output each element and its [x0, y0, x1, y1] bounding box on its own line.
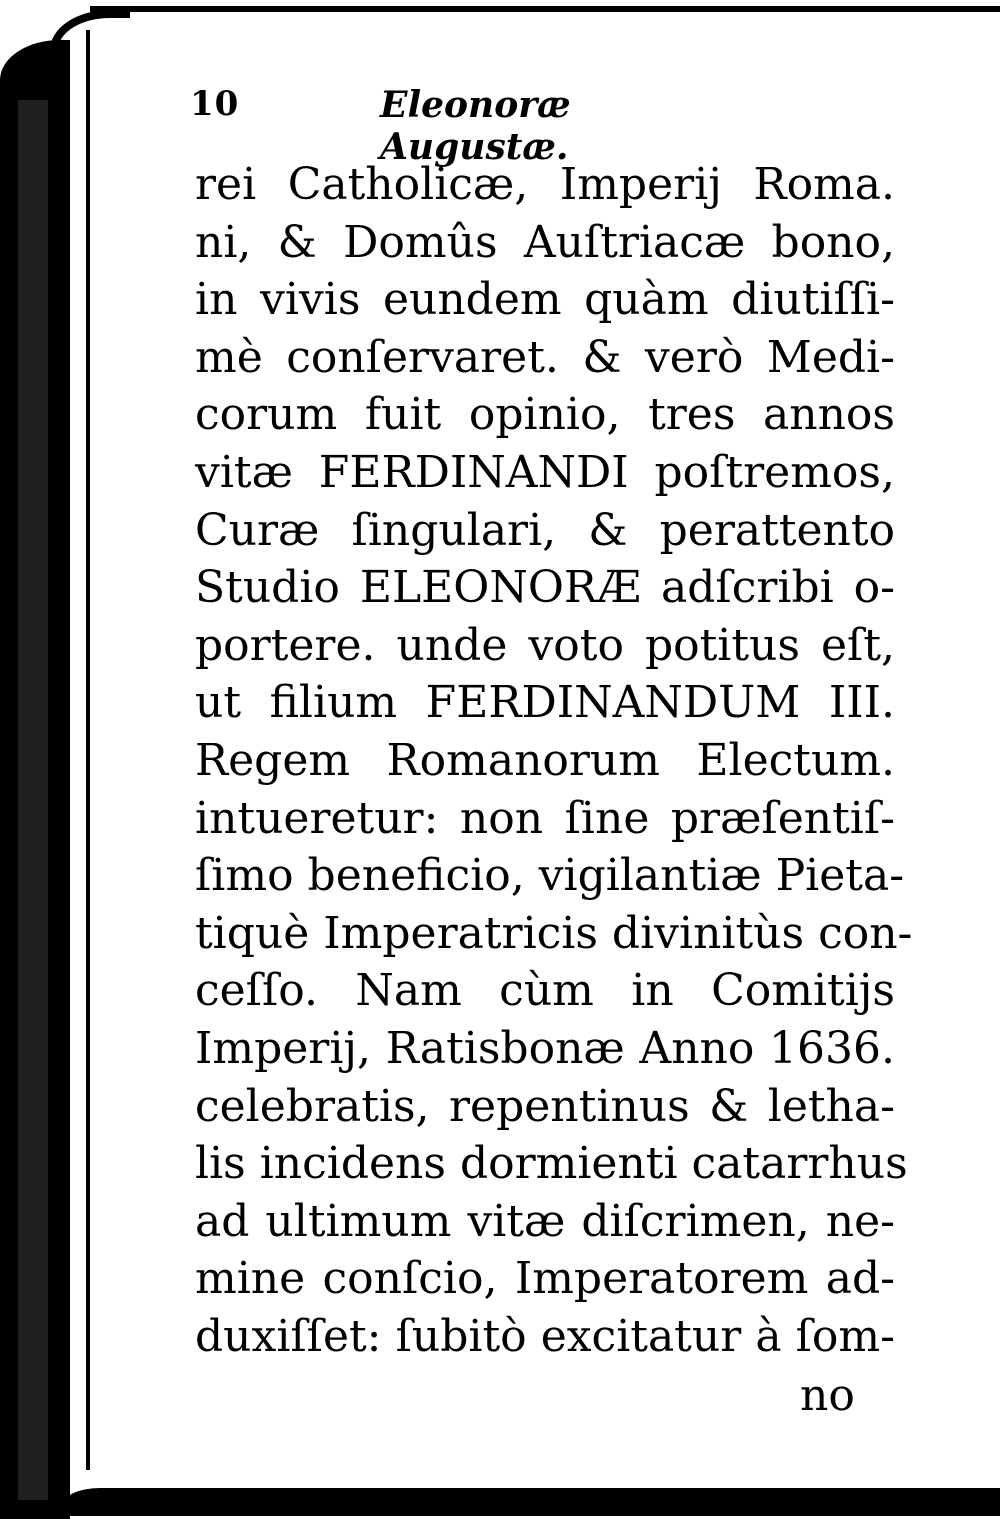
- page-fold-line: [86, 30, 90, 1470]
- text-line: in vivis eundem quàm diutiſſi-: [195, 274, 895, 326]
- text-line: Regem Romanorum Electum.: [195, 734, 895, 786]
- text-line: mine conſcio, Imperatorem ad-: [195, 1253, 895, 1305]
- text-line: intueretur: non ſine præſentiſ-: [195, 792, 895, 844]
- text-line: vitæ FERDINANDI poſtremos,: [195, 446, 895, 498]
- text-line: lis incidens dormienti catarrhus: [195, 1138, 908, 1190]
- text-line: corum fuit opinio, tres annos: [195, 389, 895, 441]
- text-line: ceſſo. Nam cùm in Comitijs: [195, 965, 895, 1017]
- text-line: mè conſervaret. & verò Medi-: [195, 331, 895, 383]
- page-top-edge: [90, 6, 1000, 12]
- page-binding-edge: [50, 10, 130, 1510]
- text-line: Imperij, Ratisbonæ Anno 1636.: [195, 1022, 895, 1074]
- catchword: no: [800, 1370, 855, 1421]
- page-header: [190, 84, 710, 168]
- text-line: portere. unde voto potitus eſt,: [195, 619, 895, 671]
- text-line: ad ultimum vitæ diſcrimen, ne-: [195, 1195, 895, 1247]
- text-line: ut filium FERDINANDUM III.: [195, 677, 895, 729]
- text-line: Studio ELEONORÆ adſcribi o-: [195, 562, 895, 614]
- page-number: 10: [190, 84, 240, 124]
- body-text: [195, 156, 913, 1365]
- text-line: Curæ ſingulari, & perattento: [195, 504, 895, 556]
- text-line: tiquè Imperatricis divinitùs con-: [195, 907, 913, 959]
- page-bottom-edge: [60, 1488, 1000, 1516]
- text-line: ni, & Domûs Auſtriacæ bono,: [195, 216, 895, 268]
- spine-texture: [18, 100, 48, 1500]
- text-line: ſimo beneficio, vigilantiæ Pieta-: [195, 850, 905, 902]
- text-line: duxiſſet: ſubitò excitatur à ſom-: [195, 1310, 895, 1362]
- text-line: celebratis, repentinus & letha-: [195, 1080, 895, 1132]
- text-line: rei Catholicæ, Imperij Roma.: [195, 159, 895, 210]
- running-head: Eleonoræ Augustæ.: [380, 84, 571, 168]
